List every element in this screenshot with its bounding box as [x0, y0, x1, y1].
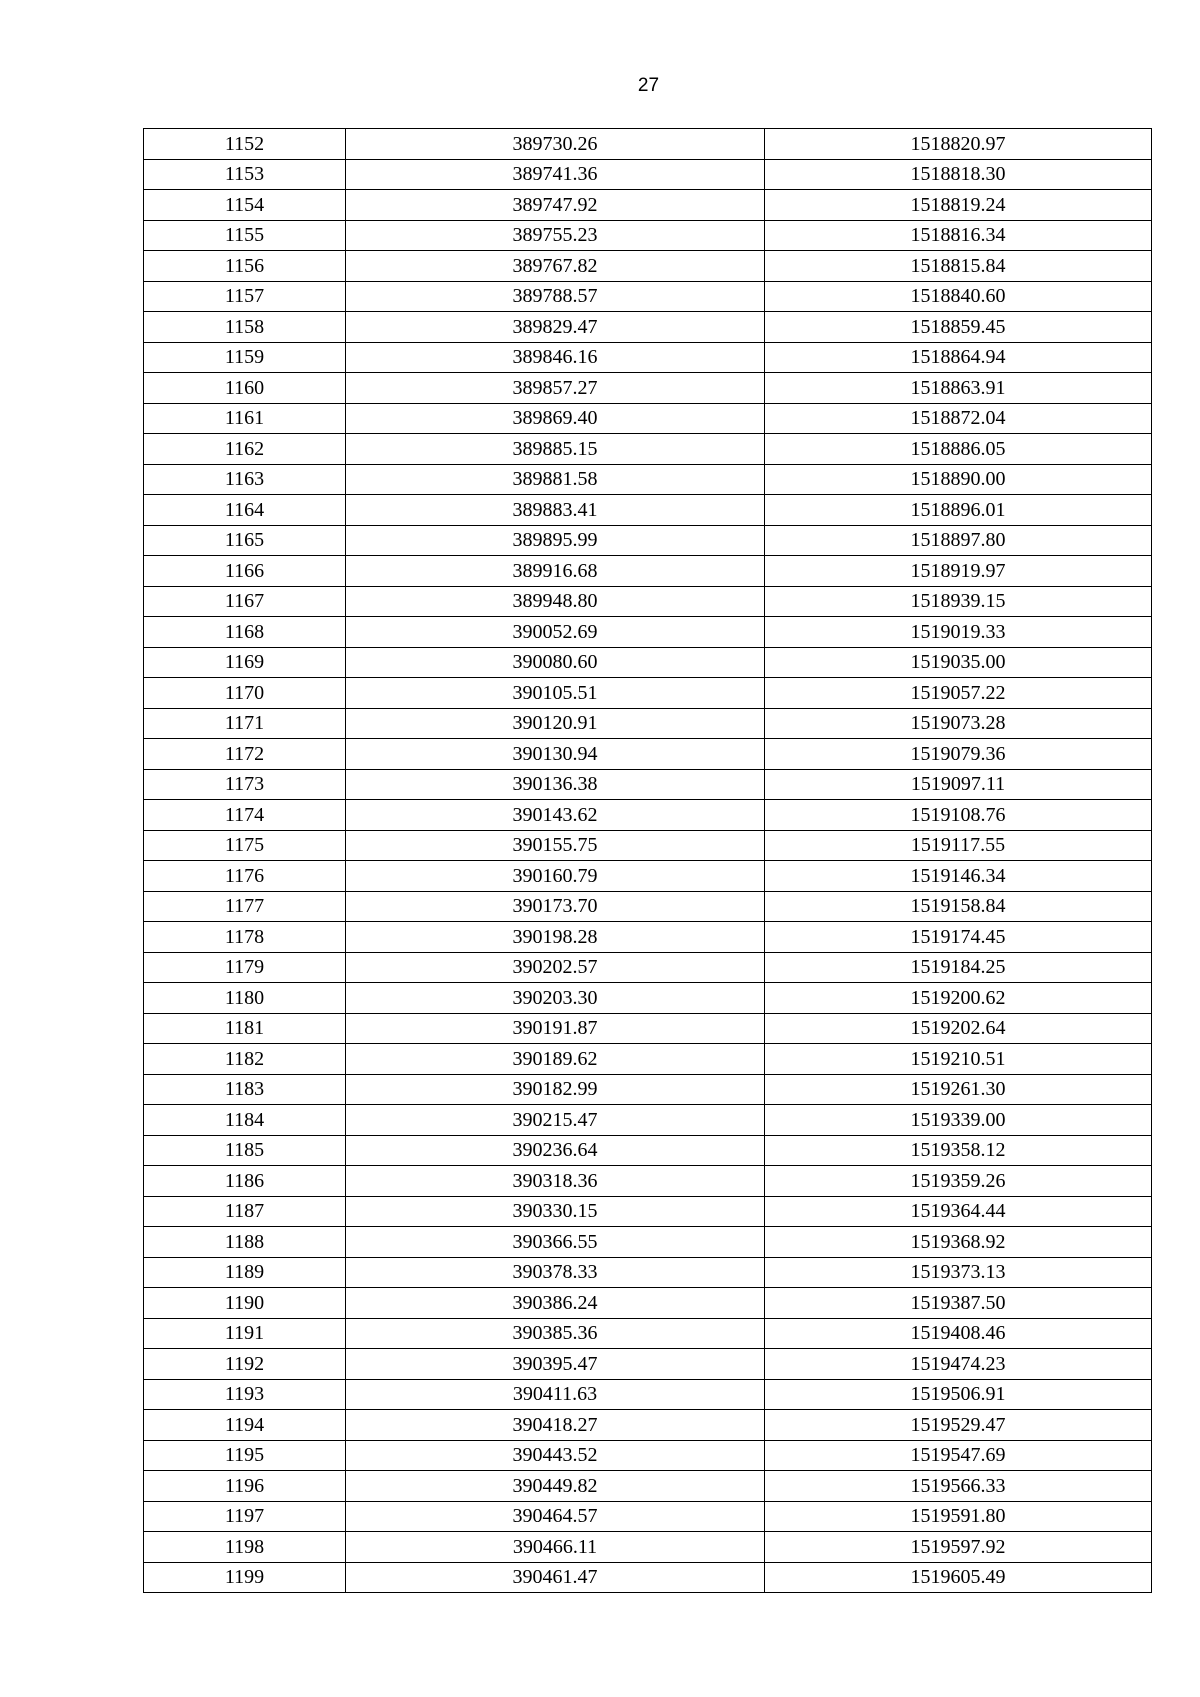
table-row: [144, 708, 1152, 739]
y-coordinate-cell: 1519174.45: [765, 922, 1152, 953]
table-row: [144, 403, 1152, 434]
y-coordinate-cell: 1519547.69: [765, 1440, 1152, 1471]
table-row: [144, 1227, 1152, 1258]
x-coordinate-cell: 390105.51: [346, 678, 765, 709]
y-coordinate-cell: 1519408.46: [765, 1318, 1152, 1349]
x-coordinate-cell: 390191.87: [346, 1013, 765, 1044]
y-coordinate-cell: 1519364.44: [765, 1196, 1152, 1227]
table-row: [144, 952, 1152, 983]
y-coordinate-cell: 1519073.28: [765, 708, 1152, 739]
x-coordinate-cell: 390464.57: [346, 1501, 765, 1532]
y-coordinate-cell: 1519117.55: [765, 830, 1152, 861]
y-coordinate-cell: 1519373.13: [765, 1257, 1152, 1288]
point-number-cell: 1160: [144, 373, 346, 404]
point-number-cell: 1174: [144, 800, 346, 831]
point-number-cell: 1159: [144, 342, 346, 373]
table-row: [144, 220, 1152, 251]
coordinate-table-body: [144, 129, 1152, 1593]
point-number-cell: 1164: [144, 495, 346, 526]
x-coordinate-cell: 389755.23: [346, 220, 765, 251]
table-row: [144, 1501, 1152, 1532]
x-coordinate-cell: 389846.16: [346, 342, 765, 373]
point-number-cell: 1155: [144, 220, 346, 251]
y-coordinate-cell: 1518890.00: [765, 464, 1152, 495]
y-coordinate-cell: 1519387.50: [765, 1288, 1152, 1319]
x-coordinate-cell: 390198.28: [346, 922, 765, 953]
point-number-cell: 1187: [144, 1196, 346, 1227]
point-number-cell: 1166: [144, 556, 346, 587]
table-row: [144, 1471, 1152, 1502]
point-number-cell: 1195: [144, 1440, 346, 1471]
y-coordinate-cell: 1519506.91: [765, 1379, 1152, 1410]
point-number-cell: 1197: [144, 1501, 346, 1532]
point-number-cell: 1182: [144, 1044, 346, 1075]
table-row: [144, 617, 1152, 648]
y-coordinate-cell: 1518818.30: [765, 159, 1152, 190]
point-number-cell: 1194: [144, 1410, 346, 1441]
table-row: [144, 1074, 1152, 1105]
y-coordinate-cell: 1518815.84: [765, 251, 1152, 282]
point-number-cell: 1153: [144, 159, 346, 190]
y-coordinate-cell: 1519035.00: [765, 647, 1152, 678]
y-coordinate-cell: 1519529.47: [765, 1410, 1152, 1441]
x-coordinate-cell: 390466.11: [346, 1532, 765, 1563]
table-row: [144, 1440, 1152, 1471]
point-number-cell: 1185: [144, 1135, 346, 1166]
x-coordinate-cell: 390080.60: [346, 647, 765, 678]
point-number-cell: 1156: [144, 251, 346, 282]
page-number: 27: [637, 75, 660, 96]
y-coordinate-cell: 1519358.12: [765, 1135, 1152, 1166]
y-coordinate-cell: 1519158.84: [765, 891, 1152, 922]
y-coordinate-cell: 1518816.34: [765, 220, 1152, 251]
point-number-cell: 1196: [144, 1471, 346, 1502]
x-coordinate-cell: 390395.47: [346, 1349, 765, 1380]
x-coordinate-cell: 390418.27: [346, 1410, 765, 1441]
x-coordinate-cell: 389895.99: [346, 525, 765, 556]
table-row: [144, 1349, 1152, 1380]
table-row: [144, 1532, 1152, 1563]
y-coordinate-cell: 1518859.45: [765, 312, 1152, 343]
table-row: [144, 556, 1152, 587]
point-number-cell: 1154: [144, 190, 346, 221]
y-coordinate-cell: 1519210.51: [765, 1044, 1152, 1075]
table-row: [144, 281, 1152, 312]
table-row: [144, 800, 1152, 831]
point-number-cell: 1189: [144, 1257, 346, 1288]
table-row: [144, 861, 1152, 892]
x-coordinate-cell: 390189.62: [346, 1044, 765, 1075]
point-number-cell: 1161: [144, 403, 346, 434]
point-number-cell: 1167: [144, 586, 346, 617]
table-row: [144, 1013, 1152, 1044]
table-row: [144, 983, 1152, 1014]
x-coordinate-cell: 389741.36: [346, 159, 765, 190]
y-coordinate-cell: 1519359.26: [765, 1166, 1152, 1197]
x-coordinate-cell: 390155.75: [346, 830, 765, 861]
y-coordinate-cell: 1519368.92: [765, 1227, 1152, 1258]
y-coordinate-cell: 1518886.05: [765, 434, 1152, 465]
x-coordinate-cell: 389881.58: [346, 464, 765, 495]
x-coordinate-cell: 389788.57: [346, 281, 765, 312]
x-coordinate-cell: 390182.99: [346, 1074, 765, 1105]
x-coordinate-cell: 390385.36: [346, 1318, 765, 1349]
x-coordinate-cell: 390136.38: [346, 769, 765, 800]
table-row: [144, 342, 1152, 373]
point-number-cell: 1172: [144, 739, 346, 770]
point-number-cell: 1176: [144, 861, 346, 892]
point-number-cell: 1177: [144, 891, 346, 922]
y-coordinate-cell: 1519597.92: [765, 1532, 1152, 1563]
y-coordinate-cell: 1519019.33: [765, 617, 1152, 648]
y-coordinate-cell: 1519202.64: [765, 1013, 1152, 1044]
table-row: [144, 1318, 1152, 1349]
x-coordinate-cell: 390378.33: [346, 1257, 765, 1288]
x-coordinate-cell: 390386.24: [346, 1288, 765, 1319]
y-coordinate-cell: 1519605.49: [765, 1562, 1152, 1593]
y-coordinate-cell: 1519261.30: [765, 1074, 1152, 1105]
point-number-cell: 1158: [144, 312, 346, 343]
table-row: [144, 586, 1152, 617]
x-coordinate-cell: 390318.36: [346, 1166, 765, 1197]
x-coordinate-cell: 390449.82: [346, 1471, 765, 1502]
x-coordinate-cell: 389883.41: [346, 495, 765, 526]
x-coordinate-cell: 389948.80: [346, 586, 765, 617]
point-number-cell: 1198: [144, 1532, 346, 1563]
table-row: [144, 1105, 1152, 1136]
table-row: [144, 1288, 1152, 1319]
y-coordinate-cell: 1519184.25: [765, 952, 1152, 983]
y-coordinate-cell: 1519474.23: [765, 1349, 1152, 1380]
y-coordinate-cell: 1519097.11: [765, 769, 1152, 800]
point-number-cell: 1190: [144, 1288, 346, 1319]
x-coordinate-cell: 390203.30: [346, 983, 765, 1014]
y-coordinate-cell: 1518896.01: [765, 495, 1152, 526]
x-coordinate-cell: 389829.47: [346, 312, 765, 343]
x-coordinate-cell: 390143.62: [346, 800, 765, 831]
table-row: [144, 647, 1152, 678]
point-number-cell: 1162: [144, 434, 346, 465]
y-coordinate-cell: 1519339.00: [765, 1105, 1152, 1136]
table-row: [144, 464, 1152, 495]
point-number-cell: 1170: [144, 678, 346, 709]
table-row: [144, 1044, 1152, 1075]
point-number-cell: 1179: [144, 952, 346, 983]
x-coordinate-cell: 390461.47: [346, 1562, 765, 1593]
table-row: [144, 1166, 1152, 1197]
y-coordinate-cell: 1519591.80: [765, 1501, 1152, 1532]
y-coordinate-cell: 1518919.97: [765, 556, 1152, 587]
y-coordinate-cell: 1519079.36: [765, 739, 1152, 770]
x-coordinate-cell: 390215.47: [346, 1105, 765, 1136]
point-number-cell: 1193: [144, 1379, 346, 1410]
table-row: [144, 1196, 1152, 1227]
x-coordinate-cell: 390443.52: [346, 1440, 765, 1471]
table-row: [144, 739, 1152, 770]
point-number-cell: 1163: [144, 464, 346, 495]
y-coordinate-cell: 1518864.94: [765, 342, 1152, 373]
y-coordinate-cell: 1518840.60: [765, 281, 1152, 312]
y-coordinate-cell: 1518939.15: [765, 586, 1152, 617]
x-coordinate-cell: 389747.92: [346, 190, 765, 221]
table-row: [144, 1410, 1152, 1441]
table-row: [144, 251, 1152, 282]
point-number-cell: 1152: [144, 129, 346, 160]
coordinate-table: [143, 128, 1152, 1593]
table-row: [144, 1257, 1152, 1288]
point-number-cell: 1171: [144, 708, 346, 739]
y-coordinate-cell: 1518819.24: [765, 190, 1152, 221]
point-number-cell: 1186: [144, 1166, 346, 1197]
point-number-cell: 1191: [144, 1318, 346, 1349]
y-coordinate-cell: 1518863.91: [765, 373, 1152, 404]
table-row: [144, 159, 1152, 190]
point-number-cell: 1188: [144, 1227, 346, 1258]
table-row: [144, 129, 1152, 160]
x-coordinate-cell: 390411.63: [346, 1379, 765, 1410]
x-coordinate-cell: 390236.64: [346, 1135, 765, 1166]
table-row: [144, 495, 1152, 526]
x-coordinate-cell: 390160.79: [346, 861, 765, 892]
y-coordinate-cell: 1519057.22: [765, 678, 1152, 709]
point-number-cell: 1165: [144, 525, 346, 556]
x-coordinate-cell: 390330.15: [346, 1196, 765, 1227]
table-row: [144, 525, 1152, 556]
x-coordinate-cell: 390173.70: [346, 891, 765, 922]
point-number-cell: 1184: [144, 1105, 346, 1136]
y-coordinate-cell: 1518872.04: [765, 403, 1152, 434]
point-number-cell: 1199: [144, 1562, 346, 1593]
point-number-cell: 1157: [144, 281, 346, 312]
y-coordinate-cell: 1519566.33: [765, 1471, 1152, 1502]
table-row: [144, 434, 1152, 465]
table-row: [144, 190, 1152, 221]
table-row: [144, 678, 1152, 709]
table-row: [144, 891, 1152, 922]
table-row: [144, 312, 1152, 343]
point-number-cell: 1180: [144, 983, 346, 1014]
table-row: [144, 1135, 1152, 1166]
x-coordinate-cell: 390052.69: [346, 617, 765, 648]
x-coordinate-cell: 389885.15: [346, 434, 765, 465]
x-coordinate-cell: 390366.55: [346, 1227, 765, 1258]
y-coordinate-cell: 1519108.76: [765, 800, 1152, 831]
point-number-cell: 1178: [144, 922, 346, 953]
x-coordinate-cell: 390130.94: [346, 739, 765, 770]
y-coordinate-cell: 1518820.97: [765, 129, 1152, 160]
x-coordinate-cell: 389730.26: [346, 129, 765, 160]
y-coordinate-cell: 1518897.80: [765, 525, 1152, 556]
point-number-cell: 1168: [144, 617, 346, 648]
x-coordinate-cell: 390120.91: [346, 708, 765, 739]
table-row: [144, 1379, 1152, 1410]
point-number-cell: 1192: [144, 1349, 346, 1380]
table-row: [144, 769, 1152, 800]
y-coordinate-cell: 1519146.34: [765, 861, 1152, 892]
table-row: [144, 830, 1152, 861]
point-number-cell: 1181: [144, 1013, 346, 1044]
x-coordinate-cell: 389857.27: [346, 373, 765, 404]
x-coordinate-cell: 390202.57: [346, 952, 765, 983]
point-number-cell: 1175: [144, 830, 346, 861]
x-coordinate-cell: 389767.82: [346, 251, 765, 282]
table-row: [144, 1562, 1152, 1593]
table-row: [144, 922, 1152, 953]
y-coordinate-cell: 1519200.62: [765, 983, 1152, 1014]
point-number-cell: 1173: [144, 769, 346, 800]
point-number-cell: 1183: [144, 1074, 346, 1105]
table-row: [144, 373, 1152, 404]
x-coordinate-cell: 389869.40: [346, 403, 765, 434]
point-number-cell: 1169: [144, 647, 346, 678]
x-coordinate-cell: 389916.68: [346, 556, 765, 587]
